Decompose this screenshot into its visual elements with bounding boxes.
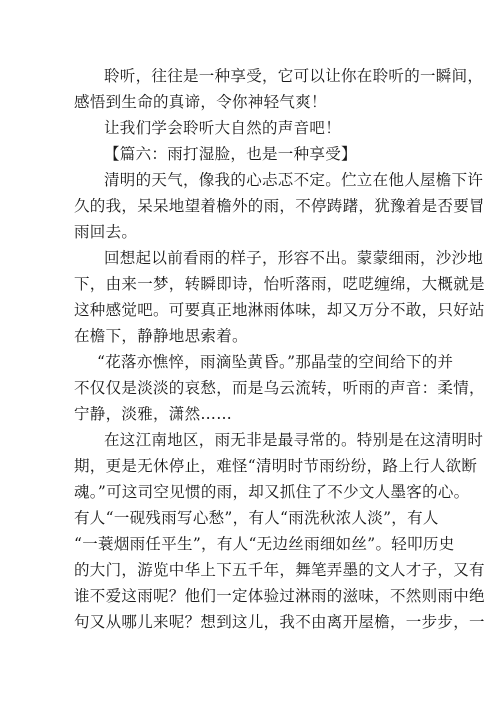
text-line: 谁不爱这雨呢？他们一定体验过淋雨的滋味，不然则雨中绝 bbox=[74, 587, 485, 605]
text-line: 魂。”可这司空见惯的雨，却又抓住了不少文人墨客的心。 bbox=[74, 483, 470, 501]
text-line: “花落亦憔悴，雨滴坠黄昏。”那晶莹的空间给下的并 bbox=[97, 353, 454, 371]
text-line: 在这江南地区，雨无非是最寻常的。特别是在这清明时 bbox=[104, 431, 484, 449]
text-line: 不仅仅是淡淡的哀愁，而是乌云流转，听雨的声音：柔情， bbox=[74, 379, 485, 397]
text-line: 期，更是无休停止，难怪“清明时节雨纷纷，路上行人欲断 bbox=[74, 457, 478, 475]
text-line: “一蓑烟雨任平生”，有人“无边丝雨细如丝”。轻叩历史 bbox=[74, 535, 455, 553]
text-line: 雨回去。 bbox=[74, 223, 138, 241]
text-line: 回想起以前看雨的样子，形容不出。蒙蒙细雨，沙沙地 bbox=[104, 249, 484, 267]
section-heading: 【篇六：雨打湿脸，也是一种享受】 bbox=[104, 145, 357, 163]
text-line: 让我们学会聆听大自然的声音吧！ bbox=[104, 119, 342, 137]
text-line: 宁静，淡雅，潇然…… bbox=[74, 405, 233, 423]
text-line: 感悟到生命的真谛，令你神轻气爽！ bbox=[74, 93, 327, 111]
text-line: 下，由来一梦，转瞬即诗，怡听落雨，呓呓缠绵，大概就是 bbox=[74, 275, 485, 293]
text-line: 句又从哪儿来呢？想到这儿，我不由离开屋檐，一步步，一 bbox=[74, 613, 485, 631]
text-line: 有人“一砚残雨写心愁”，有人“雨洗秋浓人淡”，有人 bbox=[74, 509, 439, 527]
text-line: 聆听，往往是一种享受，它可以让你在聆听的一瞬间， bbox=[104, 67, 484, 85]
text-line: 在檐下，静静地思索着。 bbox=[74, 327, 248, 345]
text-line: 这种感觉吧。可要真正地淋雨体味，却又万分不敢，只好站 bbox=[74, 301, 485, 319]
text-line: 的大门，游览中华上下五千年，舞笔弄墨的文人才子，又有 bbox=[74, 561, 485, 579]
text-line: 清明的天气，像我的心忐忑不定。伫立在他人屋檐下许 bbox=[104, 171, 484, 189]
text-line: 久的我，呆呆地望着檐外的雨，不停踌躇，犹豫着是否要冒 bbox=[74, 197, 485, 215]
